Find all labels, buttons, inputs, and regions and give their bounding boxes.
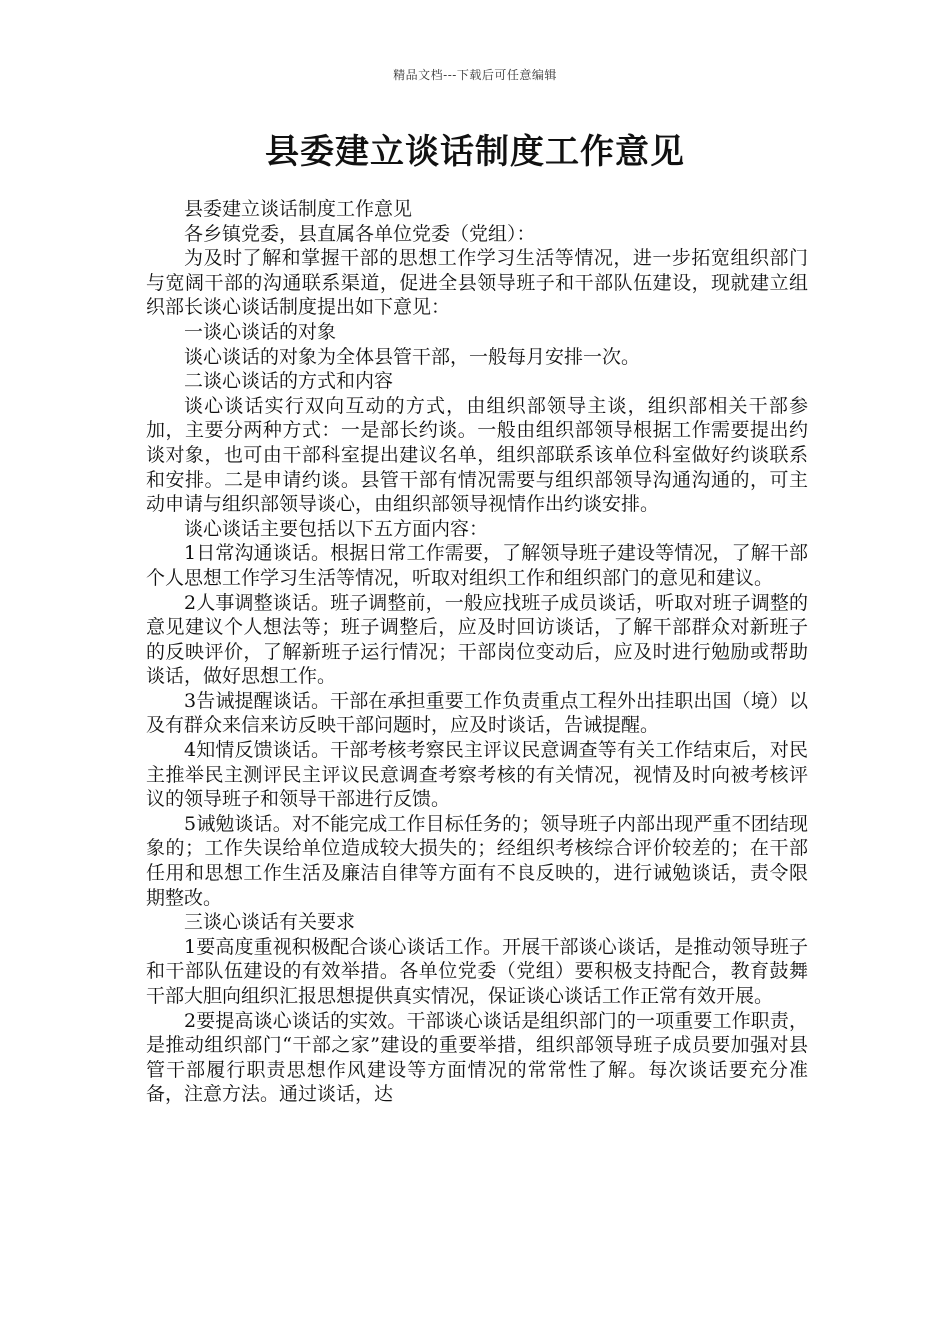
list-item: 1要高度重视积极配合谈心谈话工作。开展干部谈心谈话，是推动领导班子和干部队伍建设的有效举措。各单位党委（党组）要积极支持配合，教育鼓舞干部大胆向组织汇报思想提供真实情况，保证谈心谈话工作正常有效开展。 [146,935,808,1007]
paragraph-intro: 为及时了解和掌握干部的思想工作学习生活等情况，进一步拓宽组织部门与宽阔干部的沟通联系渠道，促进全县领导班子和干部队伍建设，现就建立组织部长谈心谈话制度提出如下意见： [146,247,808,319]
section-heading-2: 二谈心谈话的方式和内容 [184,370,394,393]
list-item: 4知情反馈谈话。干部考核考察民主评议民意调查等有关工作结束后，对民主推举民主测评民主评议民意调查考察考核的有关情况，视情及时向被考核评议的领导班子和领导干部进行反馈。 [146,739,808,811]
section-heading-3: 三谈心谈话有关要求 [184,911,356,934]
document-title: 县委建立谈话制度工作意见 [265,132,685,172]
section-heading-1: 一谈心谈话的对象 [184,320,337,343]
paragraph: 谈心谈话主要包括以下五方面内容： [184,517,489,540]
paragraph-salutation: 各乡镇党委，县直属各单位党委（党组）： [184,222,536,245]
list-item: 2人事调整谈话。班子调整前，一般应找班子成员谈话，听取对班子调整的意见建议个人想法等；班子调整后，应及时回访谈话，了解干部群众对新班子的反映评价，了解新班子运行情况；干部岗位变动后，应及时进行勉励或帮助谈话，做好思想工作。 [146,591,808,688]
paragraph: 谈心谈话实行双向互动的方式，由组织部领导主谈，组织部相关干部参加，主要分两种方式：一是部长约谈。一般由组织部领导根据工作需要提出约谈对象，也可由干部科室提出建议名单，组织部联系该单位科室做好约谈联系和安排。二是申请约谈。县管干部有情况需要与组织部领导沟通沟通的，可主动申请与组织部领导谈心，由组织部领导视情作出约谈安排。 [146,394,808,516]
list-item: 1日常沟通谈话。根据日常工作需要，了解领导班子建设等情况，了解干部个人思想工作学习生活等情况，听取对组织工作和组织部门的意见和建议。 [146,542,808,589]
list-item: 2要提高谈心谈话的实效。干部谈心谈话是组织部门的一项重要工作职责，是推动组织部门“干部之家”建设的重要举措，组织部领导班子成员要加强对县管干部履行职责思想作风建设等方面情况的常常性了解。每次谈话要充分准备，注意方法。通过谈话，达 [146,1009,808,1106]
paragraph: 谈心谈话的对象为全体县管干部，一般每月安排一次。 [184,345,641,368]
document-body [146,197,808,1107]
list-item: 5诫勉谈话。对不能完成工作目标任务的；领导班子内部出现严重不团结现象的；工作失误给单位造成较大损失的；经组织考核综合评价较差的；在干部任用和思想工作生活及廉洁自律等方面有不良反映的，进行诫勉谈话，责令限期整改。 [146,812,808,909]
list-item: 3告诫提醒谈话。干部在承担重要工作负责重点工程外出挂职出国（境）以及有群众来信来访反映干部问题时，应及时谈话，告诫提醒。 [146,689,808,737]
paragraph-doc-title-repeat: 县委建立谈话制度工作意见 [184,198,413,220]
header-note: 精品文档---下载后可任意编辑 [393,68,557,82]
